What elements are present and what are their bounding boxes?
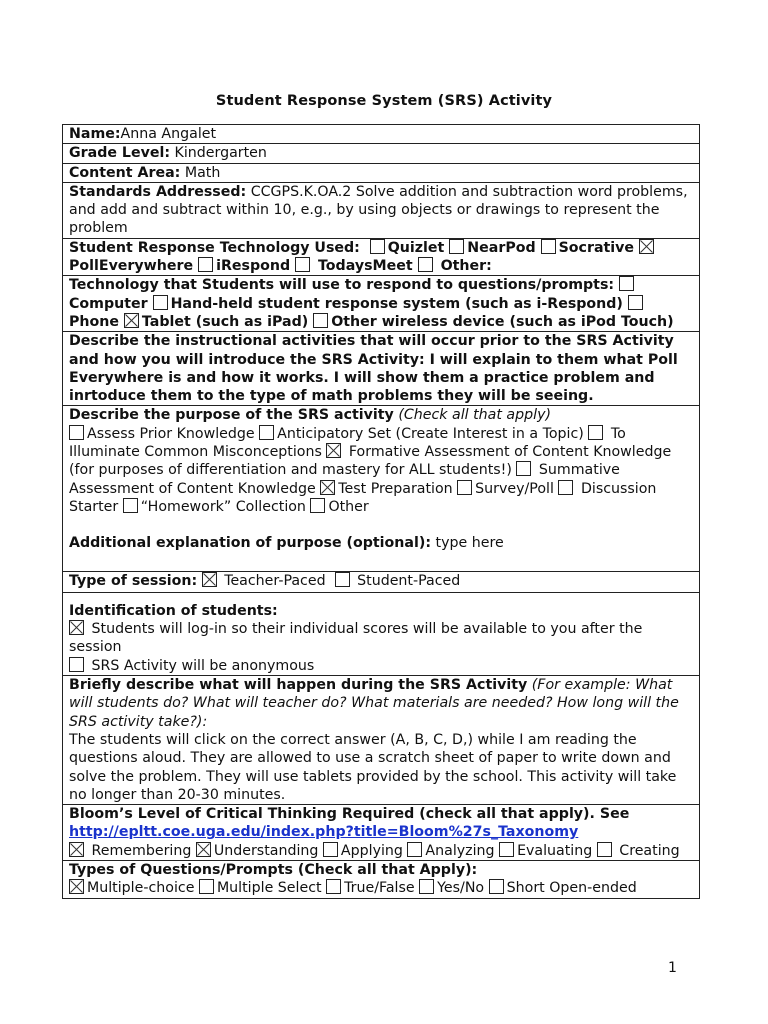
- during-text[interactable]: The students will click on the correct answer (A, B, C, D,) while I am reading the questions aloud. They are allowed to use a scratch sheet of paper to write down and solve the problem. They will use tablets provided by the school. This activity will take no longer than 20-30 minutes.: [69, 731, 677, 803]
- checkbox-icon[interactable]: [541, 239, 556, 254]
- question-types-label: Types of Questions/Prompts (Check all that Apply):: [69, 861, 478, 878]
- standards-value[interactable]: CCGPS.K.OA.2 Solve addition and subtraction word problems, and add and subtract within 10, e.g., by using objects or drawings to represent the problem: [69, 183, 688, 237]
- technology-used-label: Student Response Technology Used:: [69, 239, 360, 256]
- checkbox-icon[interactable]: [489, 879, 504, 894]
- checkbox-icon[interactable]: [313, 313, 328, 328]
- bloom-link[interactable]: http://epltt.coe.uga.edu/index.php?title=Bloom%27s_Taxonomy: [69, 824, 579, 841]
- option-multiple-choice[interactable]: Multiple-choice: [69, 880, 194, 896]
- document-title: Student Response System (SRS) Activity: [215, 93, 553, 109]
- option-test-prep[interactable]: Test Preparation: [320, 481, 452, 497]
- option-nearpod[interactable]: NearPod: [449, 240, 535, 256]
- instructional-activities-text[interactable]: Describe the instructional activities that will occur prior to the SRS Activity and how you will introduce the SRS Activity: I will explain to them what Poll Everywhere is and how it works. I will show them a practice problem and inrtoduce them to the type of math problems they will be seeing.: [69, 333, 678, 405]
- srs-activity-form: [62, 124, 700, 899]
- checkbox-icon[interactable]: [558, 480, 573, 495]
- during-note: (For example: What will students do? What will teacher do? What materials are needed? How long will the SRS activity take?):: [69, 677, 679, 730]
- option-handheld[interactable]: Hand-held student response system (such as i-Respond): [153, 296, 623, 312]
- option-discussion[interactable]: Discussion Starter: [69, 480, 657, 515]
- checkbox-icon[interactable]: [153, 295, 168, 310]
- session-label: Type of session:: [69, 572, 198, 589]
- option-short-open-ended[interactable]: Short Open-ended: [489, 880, 637, 896]
- option-misconceptions[interactable]: To Illuminate Common Misconceptions: [69, 425, 626, 461]
- checkbox-icon[interactable]: [124, 313, 139, 328]
- question-types-row: [63, 861, 699, 898]
- checkbox-icon[interactable]: [199, 879, 214, 894]
- technology-used-row: [63, 239, 699, 277]
- checkbox-icon[interactable]: [516, 461, 531, 476]
- option-student-paced[interactable]: Student-Paced: [357, 572, 461, 589]
- student-technology-label: Technology that Students will use to respond to questions/prompts:: [69, 277, 615, 294]
- option-creating[interactable]: Creating: [619, 842, 680, 859]
- checkbox-icon[interactable]: [69, 657, 84, 672]
- option-homework[interactable]: “Homework” Collection: [123, 499, 306, 515]
- checkbox-icon[interactable]: [69, 620, 84, 635]
- checkbox-icon[interactable]: [69, 425, 84, 440]
- grade-value[interactable]: Kindergarten: [170, 145, 267, 162]
- option-polleverywhere[interactable]: PollEverywhere: [69, 258, 194, 275]
- option-formative[interactable]: Formative Assessment of Content Knowledge (for purposes of differentiation and mastery for ALL students!): [69, 444, 672, 479]
- checkbox-icon[interactable]: [69, 879, 84, 894]
- checkbox-icon[interactable]: [639, 239, 654, 254]
- option-socrative[interactable]: Socrative: [541, 240, 634, 256]
- purpose-label: Describe the purpose of the SRS activity: [69, 407, 394, 424]
- option-survey[interactable]: Survey/Poll: [457, 481, 554, 497]
- checkbox-icon[interactable]: [259, 425, 274, 440]
- checkbox-icon[interactable]: [326, 443, 341, 458]
- checkbox-icon[interactable]: [588, 425, 603, 440]
- checkbox-icon[interactable]: [449, 239, 464, 254]
- option-other-device[interactable]: Other wireless device (such as iPod Touch): [313, 314, 673, 330]
- option-anonymous[interactable]: SRS Activity will be anonymous: [91, 657, 315, 674]
- option-yes-no[interactable]: Yes/No: [419, 880, 484, 896]
- additional-purpose-label: Additional explanation of purpose (optional):: [69, 535, 431, 552]
- checkbox-icon[interactable]: [69, 842, 84, 857]
- option-other-purpose[interactable]: Other: [310, 499, 368, 515]
- instructional-activities-row: [63, 332, 699, 406]
- identification-row: [63, 593, 699, 676]
- option-summative[interactable]: Summative Assessment of Content Knowledge: [69, 462, 620, 497]
- checkbox-icon[interactable]: [310, 498, 325, 513]
- name-label: Name:: [69, 126, 121, 142]
- option-true-false[interactable]: True/False: [326, 880, 415, 896]
- session-row: [63, 572, 699, 593]
- option-remembering[interactable]: Remembering: [91, 842, 192, 859]
- checkbox-icon[interactable]: [123, 498, 138, 513]
- checkbox-icon[interactable]: [295, 257, 310, 272]
- checkbox-icon[interactable]: [418, 257, 433, 272]
- option-phone[interactable]: Phone: [69, 313, 119, 330]
- bloom-label: Bloom’s Level of Critical Thinking Required (check all that apply). See: [69, 806, 630, 823]
- option-computer[interactable]: Computer: [69, 295, 148, 312]
- purpose-row: [63, 406, 699, 571]
- option-log-in[interactable]: Students will log-in so their individual scores will be available to you after the session: [69, 621, 643, 656]
- checkbox-icon[interactable]: [370, 239, 385, 254]
- additional-purpose-value[interactable]: type here: [435, 535, 504, 552]
- option-assess-prior[interactable]: Assess Prior Knowledge: [69, 426, 255, 442]
- during-label: Briefly describe what will happen during the SRS Activity: [69, 677, 528, 694]
- checkbox-icon[interactable]: [407, 842, 422, 857]
- page-number: 1: [668, 960, 677, 976]
- name-row: [63, 125, 699, 144]
- spacer: [69, 516, 693, 534]
- standards-label: Standards Addressed:: [69, 183, 247, 200]
- checkbox-icon[interactable]: [419, 879, 434, 894]
- content-area-row: [63, 164, 699, 183]
- checkbox-icon[interactable]: [320, 480, 335, 495]
- grade-row: [63, 144, 699, 163]
- name-value[interactable]: Anna Angalet: [120, 126, 217, 142]
- checkbox-icon[interactable]: [198, 257, 213, 272]
- checkbox-icon[interactable]: [202, 572, 217, 587]
- option-tablet[interactable]: Tablet (such as iPad): [124, 314, 308, 330]
- identification-label: Identification of students:: [69, 602, 278, 619]
- option-anticipatory-set[interactable]: Anticipatory Set (Create Interest in a Topic): [259, 426, 584, 442]
- grade-label: Grade Level:: [69, 145, 171, 162]
- standards-row: [63, 183, 699, 239]
- option-multiple-select[interactable]: Multiple Select: [199, 880, 322, 896]
- purpose-note: (Check all that apply): [398, 407, 552, 424]
- checkbox-icon[interactable]: [619, 276, 634, 291]
- checkbox-icon[interactable]: [196, 842, 211, 857]
- checkbox-icon[interactable]: [628, 295, 643, 310]
- during-activity-row: [63, 676, 699, 805]
- content-area-value[interactable]: Math: [180, 164, 221, 181]
- content-area-label: Content Area:: [69, 164, 181, 181]
- option-analyzing[interactable]: Analyzing: [407, 843, 494, 859]
- option-teacher-paced[interactable]: Teacher-Paced: [224, 572, 326, 589]
- option-quizlet[interactable]: Quizlet: [370, 240, 445, 256]
- bloom-row: [63, 805, 699, 861]
- student-technology-row: [63, 276, 699, 332]
- option-other[interactable]: Other:: [418, 258, 492, 274]
- checkbox-icon[interactable]: [499, 842, 514, 857]
- option-irespond[interactable]: iRespond: [198, 258, 290, 274]
- option-todaysmeet[interactable]: TodaysMeet: [295, 258, 413, 274]
- spacer: [69, 553, 693, 571]
- option-understanding[interactable]: Understanding: [196, 843, 319, 859]
- checkbox-icon[interactable]: [323, 842, 338, 857]
- option-applying[interactable]: Applying: [323, 843, 403, 859]
- checkbox-icon[interactable]: [326, 879, 341, 894]
- checkbox-icon[interactable]: [457, 480, 472, 495]
- checkbox-icon[interactable]: [335, 572, 350, 587]
- option-evaluating[interactable]: Evaluating: [499, 843, 592, 859]
- checkbox-icon[interactable]: [597, 842, 612, 857]
